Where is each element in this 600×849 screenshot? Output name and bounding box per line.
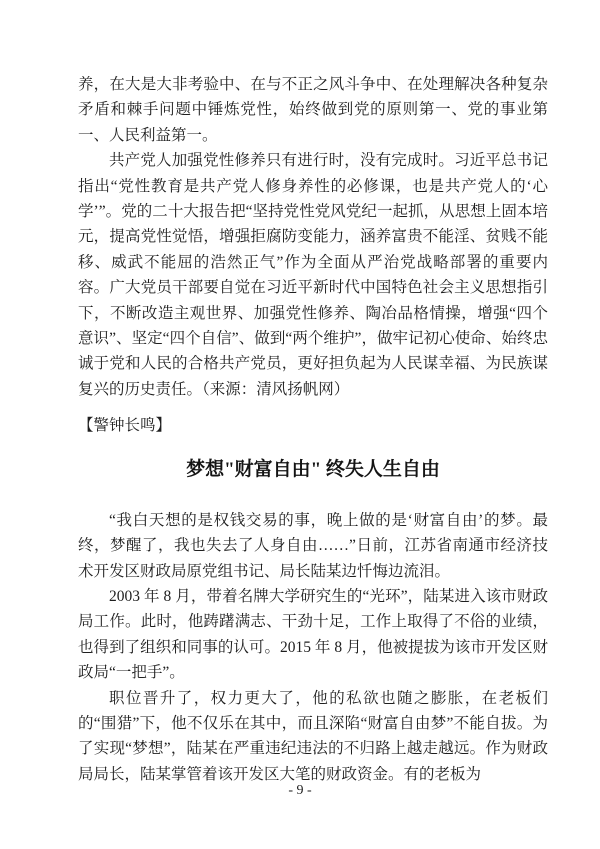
article-title: 梦想"财富自由" 终失人生自由 <box>186 458 440 480</box>
article-paragraph: 职位晋升了，权力更大了，他的私欲也随之膨胀，在老板们的“围猎”下，他不仅乐在其中，而且深陷“财富自由梦”不能自拔。为了实现“梦想”，陆某在严重违纪违法的不归路上越走越远。作为财政局局长，陆某掌管着该开发区大笔的财政资金。有的老板为 <box>78 689 548 783</box>
article-paragraph: 2003 年 8 月，带着名牌大学研究生的“光环”，陆某进入该市财政局工作。此时，他踌躇满志、干劲十足，工作上取得了不俗的业绩，也得到了组织和同事的认可。2015 年 8 月，他被提拔为该市开发区财政局“一把手”。 <box>78 587 548 682</box>
section-header: 【警钟长鸣】 <box>78 417 172 435</box>
page-number: - 9 - <box>288 783 312 798</box>
body-paragraph-continuation: 养，在大是大非考验中、在与不正之风斗争中、在处理解决各种复杂矛盾和棘手问题中锤炼党性，始终做到党的原则第一、党的事业第一、人民利益第一。 <box>78 76 548 144</box>
body-paragraph: 共产党人加强党性修养只有进行时，没有完成时。习近平总书记指出“党性教育是共产党人修身养性的必修课，也是共产党人的‘心学’”。党的二十大报告把“坚持党性党风党纪一起抓，从思想上固本培元，提高党性觉悟，增强拒腐防变能力，涵养富贵不能淫、贫贱不能移、威武不能屈的浩然正气”作为全面从严治党战略部署的重要内容。广大党员干部要自觉在习近平新时代中国特色社会主义思想指引下，不断改造主观世界、加强党性修养、陶冶品格情操，增强“四个意识”、坚定“四个自信”、做到“两个维护”，做牢记初心使命、始终忠诚于党和人民的合格共产党员，更好担负起为人民谋幸福、为民族谋复兴的历史责任。（来源：清风扬帆网） <box>78 152 548 398</box>
article-paragraph: “我白天想的是权钱交易的事，晚上做的是‘财富自由’的梦。最终，梦醒了，我也失去了人身自由……”日前，江苏省南通市经济技术开发区财政局原党组书记、局长陆某边忏悔边流泪。 <box>78 511 548 580</box>
